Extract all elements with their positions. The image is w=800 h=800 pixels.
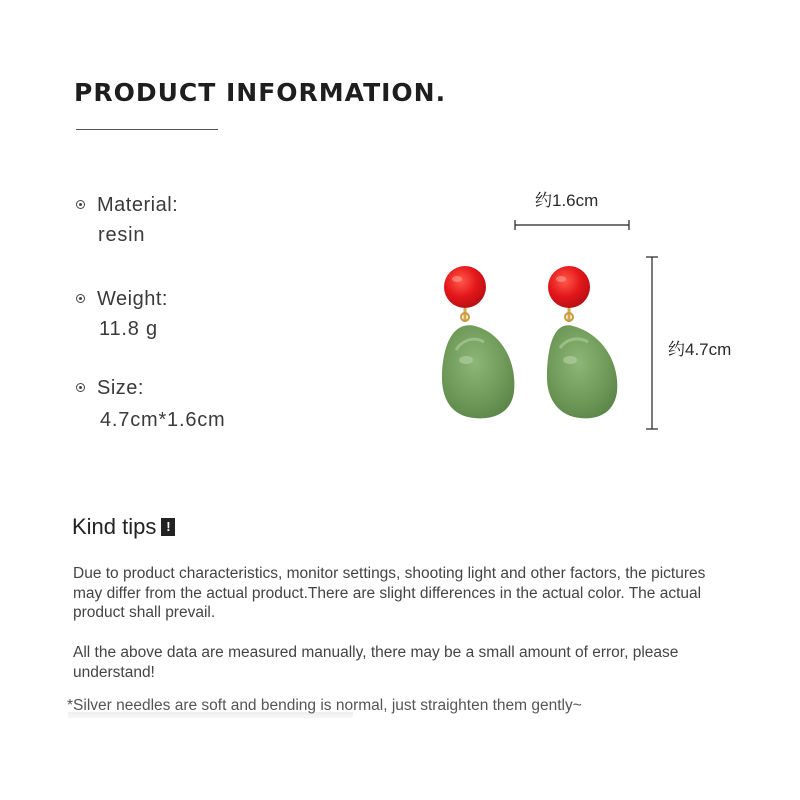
width-label: 约1.6cm bbox=[535, 191, 599, 210]
spec-label: Material: bbox=[97, 194, 179, 216]
spec-value: resin bbox=[98, 224, 146, 246]
height-label: 约4.7cm bbox=[668, 340, 732, 359]
tips-paragraph-1: Due to product characteristics, monitor settings, shooting light and other factors, the pictures may differ from the actual product.There are slight differences in the actual color. The actual product shall prevail. bbox=[73, 565, 706, 621]
tips-paragraph-2: All the above data are measured manually, there may be a small amount of error, please understand! bbox=[73, 644, 679, 681]
tips-note: *Silver needles are soft and bending is normal, just straighten them gently~ bbox=[67, 697, 582, 714]
page-title: PRODUCT INFORMATION. bbox=[74, 78, 447, 107]
width-dimension-line bbox=[515, 220, 629, 230]
height-dimension-line bbox=[646, 257, 658, 429]
exclamation-icon: ! bbox=[161, 518, 175, 536]
spec-value: 11.8 g bbox=[99, 318, 158, 340]
spec-label: Size: bbox=[97, 377, 144, 399]
earring-right bbox=[547, 266, 617, 418]
spec-label: Weight: bbox=[97, 288, 168, 310]
spec-value: 4.7cm*1.6cm bbox=[100, 409, 226, 431]
earring-left bbox=[442, 266, 514, 418]
kind-tips-label: Kind tips bbox=[72, 514, 157, 539]
kind-tips-title bbox=[72, 514, 175, 540]
